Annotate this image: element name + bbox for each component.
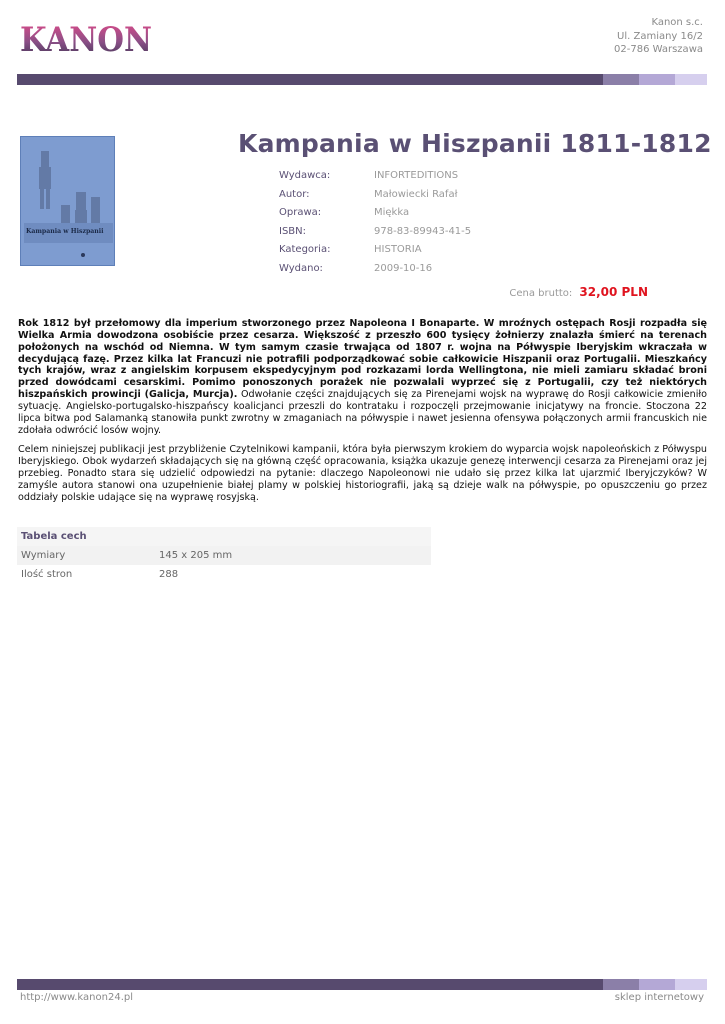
price-value: 32,00 PLN bbox=[579, 285, 648, 299]
price-block bbox=[509, 281, 648, 300]
header-divider-bar bbox=[17, 74, 707, 85]
spec-label: ISBN: bbox=[279, 225, 307, 237]
company-address bbox=[614, 16, 703, 57]
spec-value: HISTORIA bbox=[374, 244, 422, 256]
features-header-label: Tabela cech bbox=[21, 531, 87, 542]
spec-value: Małowiecki Rafał bbox=[374, 188, 458, 200]
spec-label: Oprawa: bbox=[279, 207, 322, 219]
feature-label: Ilość stron bbox=[21, 569, 73, 580]
description-continuation: Odwołanie części znajdujących się za Pirenejami wojsk na wyprawę do Rosji całkowicie zmieniło sytuację. Angielsko-portugalsko-hiszpańscy koalicjanci przeszli do kontrataku i rozpoczęli przejmowanie inicjatywy na froncie. Stoczona 22 lipca bitwa pod Salamanką stanowiła punkt zwrotny w zmaganiach na półwyspie i nawet jesienna ofensywa połączonych armii francuskich nie zdołała odwrócić losów wojny. bbox=[18, 389, 707, 436]
address-line: Ul. Zamiany 16/2 bbox=[617, 30, 703, 42]
description-lead: Rok 1812 był przełomowy dla imperium stworzonego przez Napoleona I Bonaparte. W mroźnych ostępach Rosji rozpadła się Wielka Armia dowodzona osobiście przez cesarza. Większość z przeszło 600 tysięcy żołnierzy znalazła śmierć na terenach położonych na wschód od Niemna. W tym samym czasie trwająca od 1807 r. wojna na Półwyspie Iberyjskim wkraczała w decydującą fazę. Przez kilka lat Francuzi nie potrafili podporządkować sobie całkowicie Hiszpanii oraz Portugalii. Mieszkańcy tych krajów, wraz z angielskim korpusem ekspedycyjnym pod rozkazami lorda Wellingtona, nie mieli zamiaru składać broni przed dowódcami cesarskimi. Pomimo ponoszonych porażek nie pozwalali wyprzeć się z Portugalii, czy też niektórych hiszpańskich prowincji (Galicja, Murcja). bbox=[18, 318, 707, 401]
spec-value: INFORTEDITIONS bbox=[374, 170, 459, 181]
spec-label: Wydawca: bbox=[279, 170, 331, 181]
kanon-logo[interactable] bbox=[20, 20, 152, 56]
book-title: Kampania w Hiszpanii 1811-1812 bbox=[238, 129, 712, 158]
table-row bbox=[17, 546, 431, 565]
spec-label: Kategoria: bbox=[279, 244, 331, 256]
price-label: Cena brutto: bbox=[509, 288, 573, 299]
feature-label: Wymiary bbox=[21, 550, 66, 561]
book-description bbox=[18, 318, 707, 512]
description-paragraph bbox=[18, 318, 707, 436]
address-line: Kanon s.c. bbox=[651, 17, 703, 28]
footer-tagline: sklep internetowy bbox=[614, 992, 704, 1003]
features-table-header bbox=[17, 527, 431, 546]
address-line: 02-786 Warszawa bbox=[614, 44, 703, 55]
cover-title: Kampania w Hiszpanii bbox=[26, 228, 104, 235]
features-table bbox=[17, 527, 431, 584]
feature-value: 145 x 205 mm bbox=[159, 550, 233, 561]
spec-label: Wydano: bbox=[279, 262, 323, 274]
description-paragraph: Celem niniejszej publikacji jest przybliżenie Czytelnikowi kampanii, która była pierwszym krokiem do wyparcia wojsk napoleońskich z Półwyspu Iberyjskiego. Obok wydarzeń składających się na główną część opracowania, książka ukazuje genezę interwencji cesarza za Pirenejami oraz jej przebieg. Ponadto stara się udzielić odpowiedzi na pytanie: dlaczego Napoleonowi nie udało się przez kilka lat ujarzmić Iberyjczyków? W zamyśle autora stanowi ona uzupełnienie białej plamy w polskiej historiografii, jaką są dzieje walk na półwyspie, po opuszczeniu go przez oddziały polskie udające się na wyprawę rosyjską. bbox=[18, 444, 707, 503]
spec-value: Miękka bbox=[374, 207, 410, 219]
spec-value: 978-83-89943-41-5 bbox=[374, 225, 472, 237]
spec-value: 2009-10-16 bbox=[374, 262, 433, 274]
feature-value: 288 bbox=[159, 569, 179, 580]
footer-divider-bar bbox=[17, 979, 707, 990]
book-cover-image bbox=[20, 136, 115, 266]
spec-label: Autor: bbox=[279, 188, 310, 200]
logo-text: KANON bbox=[20, 20, 152, 56]
footer-url-link[interactable]: http://www.kanon24.pl bbox=[20, 992, 133, 1003]
table-row bbox=[17, 565, 431, 584]
